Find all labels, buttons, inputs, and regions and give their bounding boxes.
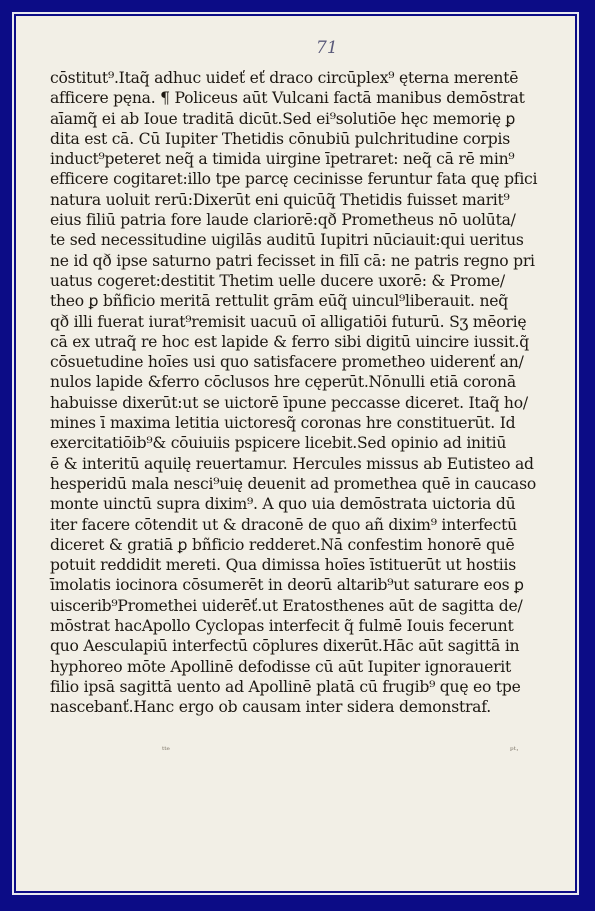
text-line: theo ꝑ bñficio meritā rettulit grām eūq̃ uincul⁹liberauit. neq̃ [50, 292, 508, 311]
text-line: iter facere cōtendit ut & draconē de quo añ dixim⁹ interfectū [50, 515, 517, 534]
text-line: diceret & gratiā ꝑ bñficio redderet.Nā confestim honorē quē [50, 535, 515, 554]
manuscript-page [16, 16, 575, 891]
margin-mark-left: ᵗᵗᵉ [162, 746, 170, 756]
text-line: qð illi fuerat iurat⁹remisit uacuū oī alligatiōi futurū. Sʒ mēorię [50, 312, 527, 331]
text-line: ē & interitū aquilę reuertamur. Hercules missus ab Eutisteo ad [50, 454, 534, 473]
text-line: mōstrat hacApollo Cyclopas interfecit q̃ fulmē Iouis fecerunt [50, 617, 514, 636]
text-line: cōsuetudine hoīes usi quo satisfacere prometheo uiderenť an/ [50, 353, 524, 372]
text-line: cā ex utraq̃ re hoc est lapide & ferro sibi digitū uincire iussit.q̃ [50, 332, 529, 351]
text-line: mines ī maxima letitia uictoresq̃ coronas hre constituerūt. Id [50, 414, 516, 433]
text-line: potuit reddidit mereti. Qua dimissa hoīes īstituerūt ut hostiis [50, 556, 516, 575]
margin-mark-right: ᵖᵗ· [510, 746, 519, 756]
text-line: habuisse dixerūt:ut se uictorē īpune peccasse diceret. Itaq̃ ho/ [50, 393, 528, 412]
text-line: te sed necessitudine uigilās auditū Iupitri nūciauit:qui ueritus [50, 231, 524, 250]
text-line: ne id qð ipse saturno patri fecisset in filī cā: ne patris regno pri [50, 251, 535, 270]
text-line: induct⁹peteret neq̃ a timida uirgine īpetraret: neq̃ cā rē min⁹ [50, 150, 515, 169]
text-line: monte uinctū supra dixim⁹. A quo uia demōstrata uictoria dū [50, 495, 516, 514]
text-line: nascebanť.Hanc ergo ob causam inter sidera demonstraf. [50, 698, 491, 717]
text-line: eius filiū patria fore laude clariorē:qð Prometheus nō uolūta/ [50, 211, 516, 230]
text-line: dita est cā. Cū Iupiter Thetidis cōnubiū pulchritudine corpis [50, 129, 510, 148]
text-line: natura uoluit rerū:Dixerūt eni quicūq̃ Thetidis fuisset marit⁹ [50, 190, 510, 209]
text-line: afficere pęna. ¶ Policeus aūt Vulcani factā manibus demōstrat [50, 89, 525, 108]
text-block [50, 68, 555, 718]
text-line: īmolatis iocinora cōsumerēt in deorū altarib⁹ut saturare eos ꝑ [50, 576, 524, 595]
text-line: hesperidū mala nesci⁹uię deuenit ad promethea quē in caucaso [50, 474, 536, 493]
page-number: 71 [316, 38, 338, 58]
text-line: aīamq̃ ei ab Ioue traditā dicūt.Sed ei⁹solutiōe hęc memorię ꝑ [50, 109, 516, 128]
text-line: uatus cogeret:destitit Thetim uelle ducere uxorē: & Prome/ [50, 271, 505, 290]
text-line: efficere cogitaret:illo tpe parcę cecinisse feruntur fata quę pfici [50, 170, 538, 189]
text-line: uiscerib⁹Promethei uiderēť.ut Eratosthenes aūt de sagitta de/ [50, 596, 523, 615]
text-line: filio ipsā sagittā uento ad Apollinē platā cū frugib⁹ quę eo tpe [50, 677, 521, 696]
text-line: quo Aesculapiū interfectū cōplures dixerūt.Hāc aūt sagittā in [50, 637, 520, 656]
text-line: nulos lapide &ferro cōclusos hre cęperūt.Nōnulli etiā coronā [50, 373, 516, 392]
text-line: cōstitut⁹.Itaq̃ adhuc uideť eť draco circūplex⁹ ęterna merentē [50, 69, 519, 87]
text-line: hyphoreo mōte Apollinē defodisse cū aūt Iupiter ignorauerit [50, 657, 512, 676]
text-line: exercitatiōib⁹& cōuiuiis pspicere licebit.Sed opinio ad initiū [50, 434, 507, 453]
